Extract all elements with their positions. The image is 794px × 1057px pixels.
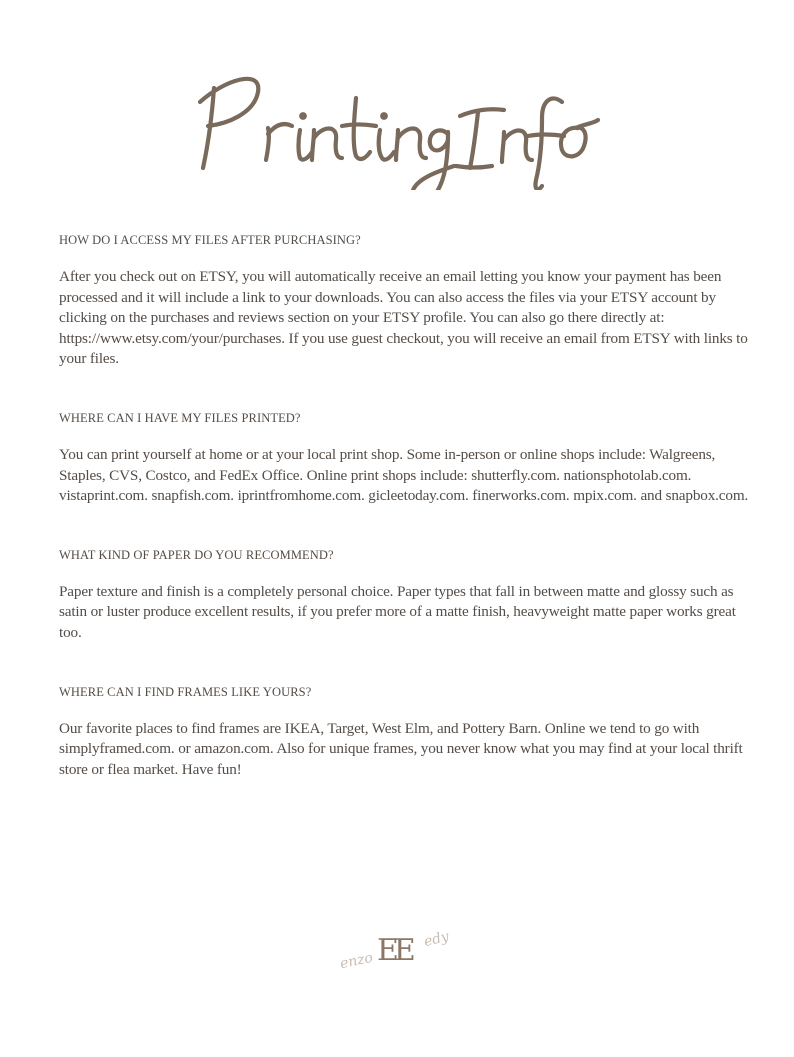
faq-content [59, 230, 749, 818]
faq-section-printing [59, 408, 749, 507]
faq-question: WHERE CAN I HAVE MY FILES PRINTED? [59, 410, 301, 425]
faq-answer: Our favorite places to find frames are IKEA, Target, West Elm, and Pottery Barn. Online we tend to go with simplyframed.com. or amazon.com. Also for unique frames, you never know what you may find at your local thrift store or flea market. Have fun! [59, 719, 743, 778]
faq-answer: Paper texture and finish is a completely personal choice. Paper types that fall in between matte and glossy such as satin or luster produce excellent results, if you prefer more of a matte finish, heavyweight matte paper works great too. [59, 582, 736, 641]
page-title-script [0, 40, 794, 190]
faq-section-frames [59, 682, 749, 781]
faq-answer: After you check out on ETSY, you will automatically receive an email letting you know your payment has been processed and it will include a link to your downloads. You can also access the files via your ETSY account by clicking on the purchases and reviews section on your ETSY profile. You can also go there directly at: https://www.etsy.com/your/purchases. If you use guest checkout, you will receive an email from ETSY with links to your files. [59, 268, 748, 368]
page-title [0, 40, 794, 190]
faq-answer: You can print yourself at home or at your local print shop. Some in-person or online shops include: Walgreens, Staples, CVS, Costco, and FedEx Office. Online print shops include: shutterfly.com. nationsphotolab.com. vistaprint.com. snapfish.com. iprintfromhome.com. gicleetoday.com. finerworks.com. mpix.com. and snapbox.com. [59, 445, 749, 505]
faq-question: HOW DO I ACCESS MY FILES AFTER PURCHASING? [59, 233, 361, 247]
brand-logo [330, 918, 464, 976]
logo-left-text: enzo [338, 949, 375, 973]
faq-section-paper [59, 545, 749, 644]
faq-question: WHAT KIND OF PAPER DO YOU RECOMMEND? [59, 547, 334, 562]
logo-monogram: EE [377, 933, 411, 968]
faq-question: WHERE CAN I FIND FRAMES LIKE YOURS? [59, 684, 312, 699]
logo-mark [330, 918, 464, 976]
logo-right-text: edy [422, 928, 451, 951]
faq-section-access [59, 230, 749, 370]
